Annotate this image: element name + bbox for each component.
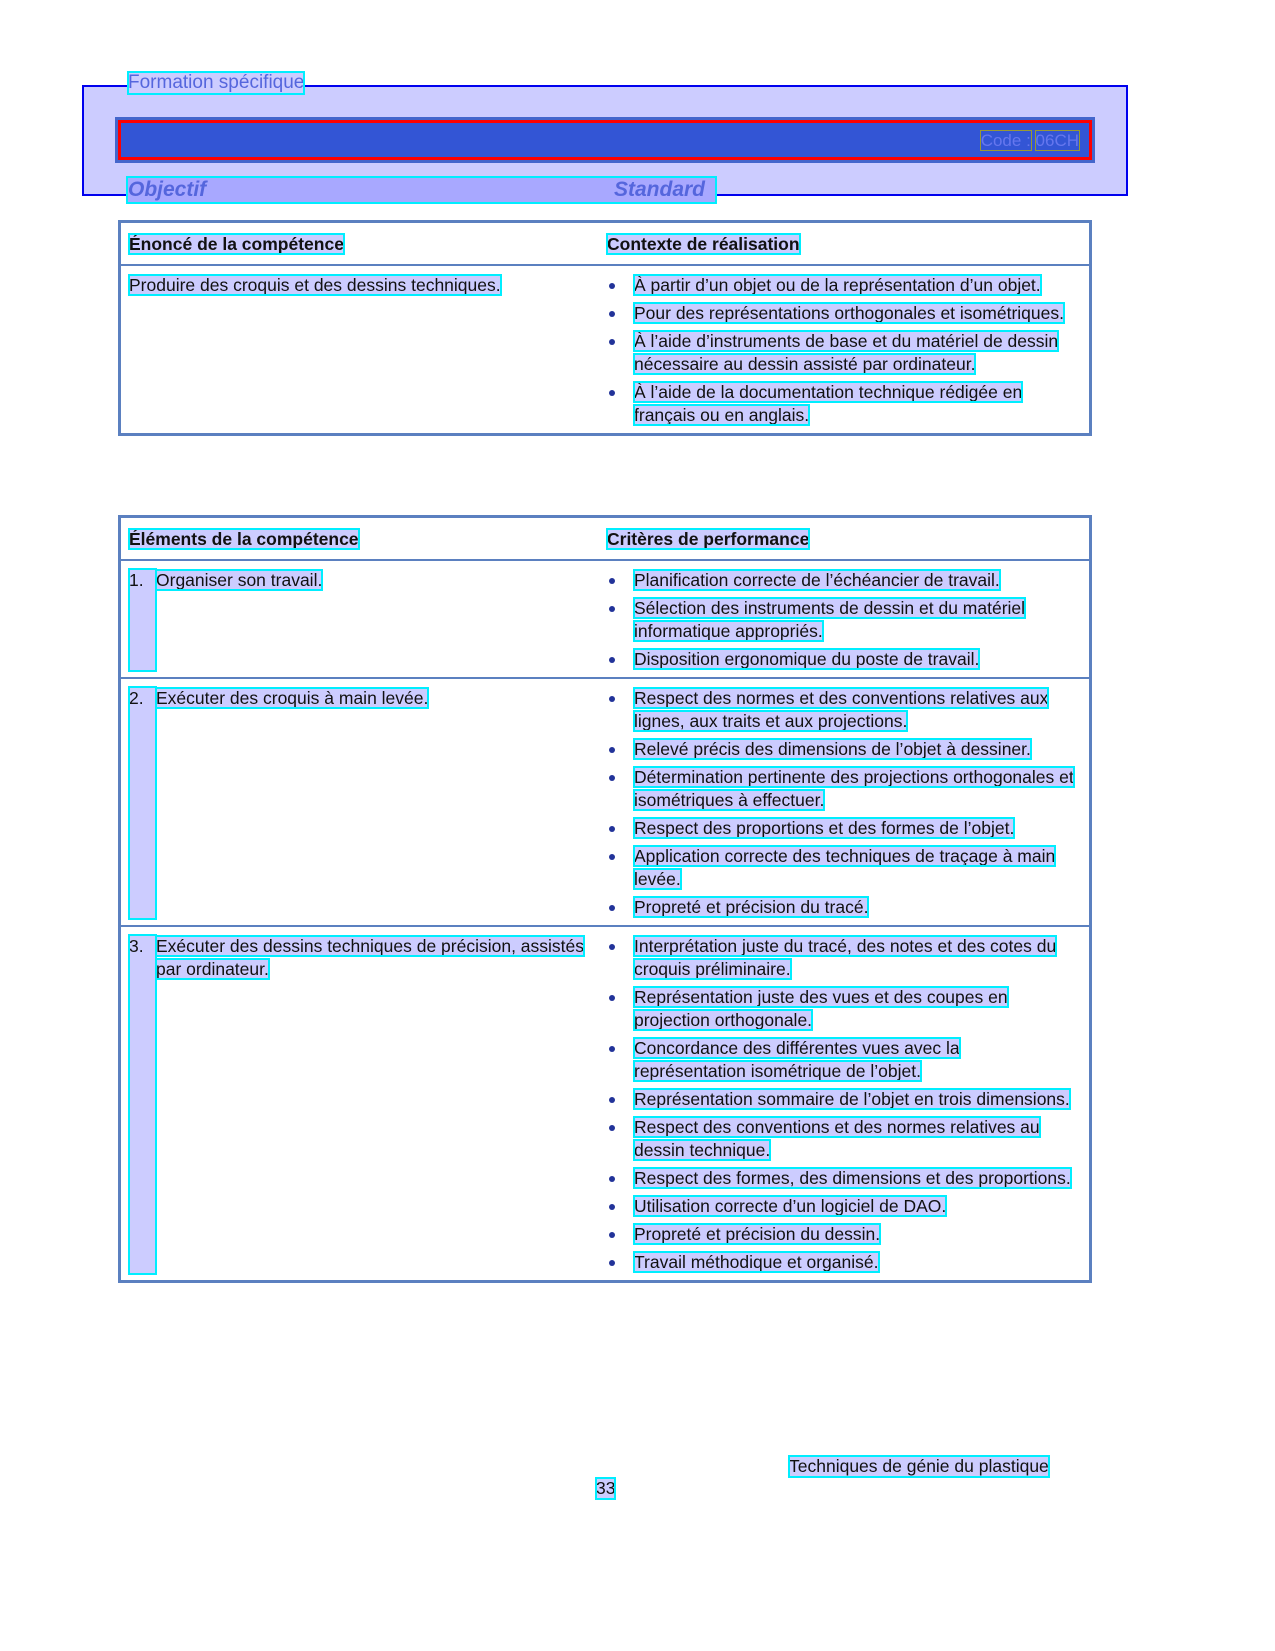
criteria-list	[607, 935, 1089, 1274]
criteria-header: Critères de performance	[607, 529, 810, 549]
criterion-text: Utilisation correcte d’un logiciel de DAO.	[634, 1196, 947, 1216]
bullet-text: À l’aide de la documentation technique rédigée en français ou en anglais.	[634, 382, 1023, 425]
element-text-content: Organiser son travail.	[156, 570, 323, 590]
bullet-text: À partir d’un objet ou de la représentation d’un objet.	[634, 275, 1041, 295]
element-number: 1.	[129, 569, 156, 671]
table-row	[121, 264, 1089, 433]
criterion-bullet	[607, 1195, 1075, 1218]
criterion-bullet	[607, 1251, 1075, 1274]
criterion-bullet	[607, 1037, 1075, 1083]
criteria-list	[607, 687, 1089, 919]
element-item	[121, 687, 607, 919]
element-text-content: Exécuter des dessins techniques de précision, assistés par ordinateur.	[156, 936, 585, 979]
table-row	[121, 677, 1089, 925]
criterion-bullet	[607, 896, 1075, 919]
criterion-text: Représentation sommaire de l’objet en trois dimensions.	[634, 1089, 1070, 1109]
criterion-bullet	[607, 738, 1075, 761]
table-row	[121, 925, 1089, 1280]
criterion-text: Respect des proportions et des formes de l’objet.	[634, 818, 1015, 838]
element-number: 3.	[129, 935, 156, 1274]
elements-table	[118, 515, 1092, 1283]
criterion-bullet	[607, 986, 1075, 1032]
criterion-bullet	[607, 597, 1075, 643]
code-value: 06CH	[1035, 131, 1079, 150]
criterion-bullet	[607, 817, 1075, 840]
context-bullet	[607, 302, 1075, 325]
element-item	[121, 935, 607, 1274]
code-label-text: Code :	[980, 131, 1031, 150]
context-bullet	[607, 330, 1075, 376]
criterion-bullet	[607, 1223, 1075, 1246]
criterion-bullet	[607, 569, 1075, 592]
criterion-bullet	[607, 845, 1075, 891]
context-bullet	[607, 381, 1075, 427]
criterion-text: Travail méthodique et organisé.	[634, 1252, 879, 1272]
criterion-text: Détermination pertinente des projections orthogonales et isométriques à effectuer.	[634, 767, 1074, 810]
criterion-bullet	[607, 935, 1075, 981]
criterion-bullet	[607, 1116, 1075, 1162]
context-header: Contexte de réalisation	[607, 234, 800, 254]
code-label	[981, 131, 1079, 151]
criterion-text: Représentation juste des vues et des coupes en projection orthogonale.	[634, 987, 1008, 1030]
footer-program: Techniques de génie du plastique	[789, 1456, 1049, 1476]
criterion-text: Concordance des différentes vues avec la représentation isométrique de l’objet.	[634, 1038, 960, 1081]
element-number: 2.	[129, 687, 156, 919]
criterion-bullet	[607, 1088, 1075, 1111]
context-bullet	[607, 274, 1075, 297]
criterion-text: Respect des formes, des dimensions et des proportions.	[634, 1168, 1071, 1188]
criterion-text: Interprétation juste du tracé, des notes et des cotes du croquis préliminaire.	[634, 936, 1057, 979]
criterion-bullet	[607, 648, 1075, 671]
criterion-text: Propreté et précision du dessin.	[634, 1224, 881, 1244]
table-header	[121, 518, 1089, 559]
bullet-text: À l’aide d’instruments de base et du matériel de dessin nécessaire au dessin assisté par ordinateur.	[634, 331, 1059, 374]
criteria-list	[607, 569, 1089, 671]
table-header	[121, 223, 1089, 264]
criterion-text: Respect des normes et des conventions relatives aux lignes, aux traits et aux projections.	[634, 688, 1049, 731]
standard-heading: Standard	[614, 178, 706, 201]
objective-standard-row	[128, 178, 715, 202]
objective-heading: Objectif	[128, 178, 207, 201]
criterion-text: Planification correcte de l’échéancier de travail.	[634, 570, 1000, 590]
element-text	[156, 935, 607, 1274]
bullet-text: Pour des représentations orthogonales et isométriques.	[634, 303, 1064, 323]
criterion-bullet	[607, 766, 1075, 812]
code-bar	[118, 120, 1092, 160]
criterion-text: Respect des conventions et des normes relatives au dessin technique.	[634, 1117, 1040, 1160]
table-row	[121, 559, 1089, 677]
page-number: 33	[596, 1478, 616, 1498]
criterion-bullet	[607, 687, 1075, 733]
competence-table	[118, 220, 1092, 436]
criterion-text: Propreté et précision du tracé.	[634, 897, 869, 917]
element-item	[121, 569, 607, 671]
criterion-text: Disposition ergonomique du poste de travail.	[634, 649, 980, 669]
element-text-content: Exécuter des croquis à main levée.	[156, 688, 429, 708]
statement-text: Produire des croquis et des dessins techniques.	[129, 275, 501, 295]
criterion-text: Relevé précis des dimensions de l’objet à dessiner.	[634, 739, 1031, 759]
criterion-text: Sélection des instruments de dessin et du matériel informatique appropriés.	[634, 598, 1026, 641]
criterion-bullet	[607, 1167, 1075, 1190]
criterion-text: Application correcte des techniques de traçage à main levée.	[634, 846, 1056, 889]
element-text	[156, 687, 428, 919]
element-text	[156, 569, 322, 671]
section-title: Formation spécifique	[128, 72, 305, 93]
statement-header: Énoncé de la compétence	[129, 234, 344, 254]
elements-header: Éléments de la compétence	[129, 529, 359, 549]
